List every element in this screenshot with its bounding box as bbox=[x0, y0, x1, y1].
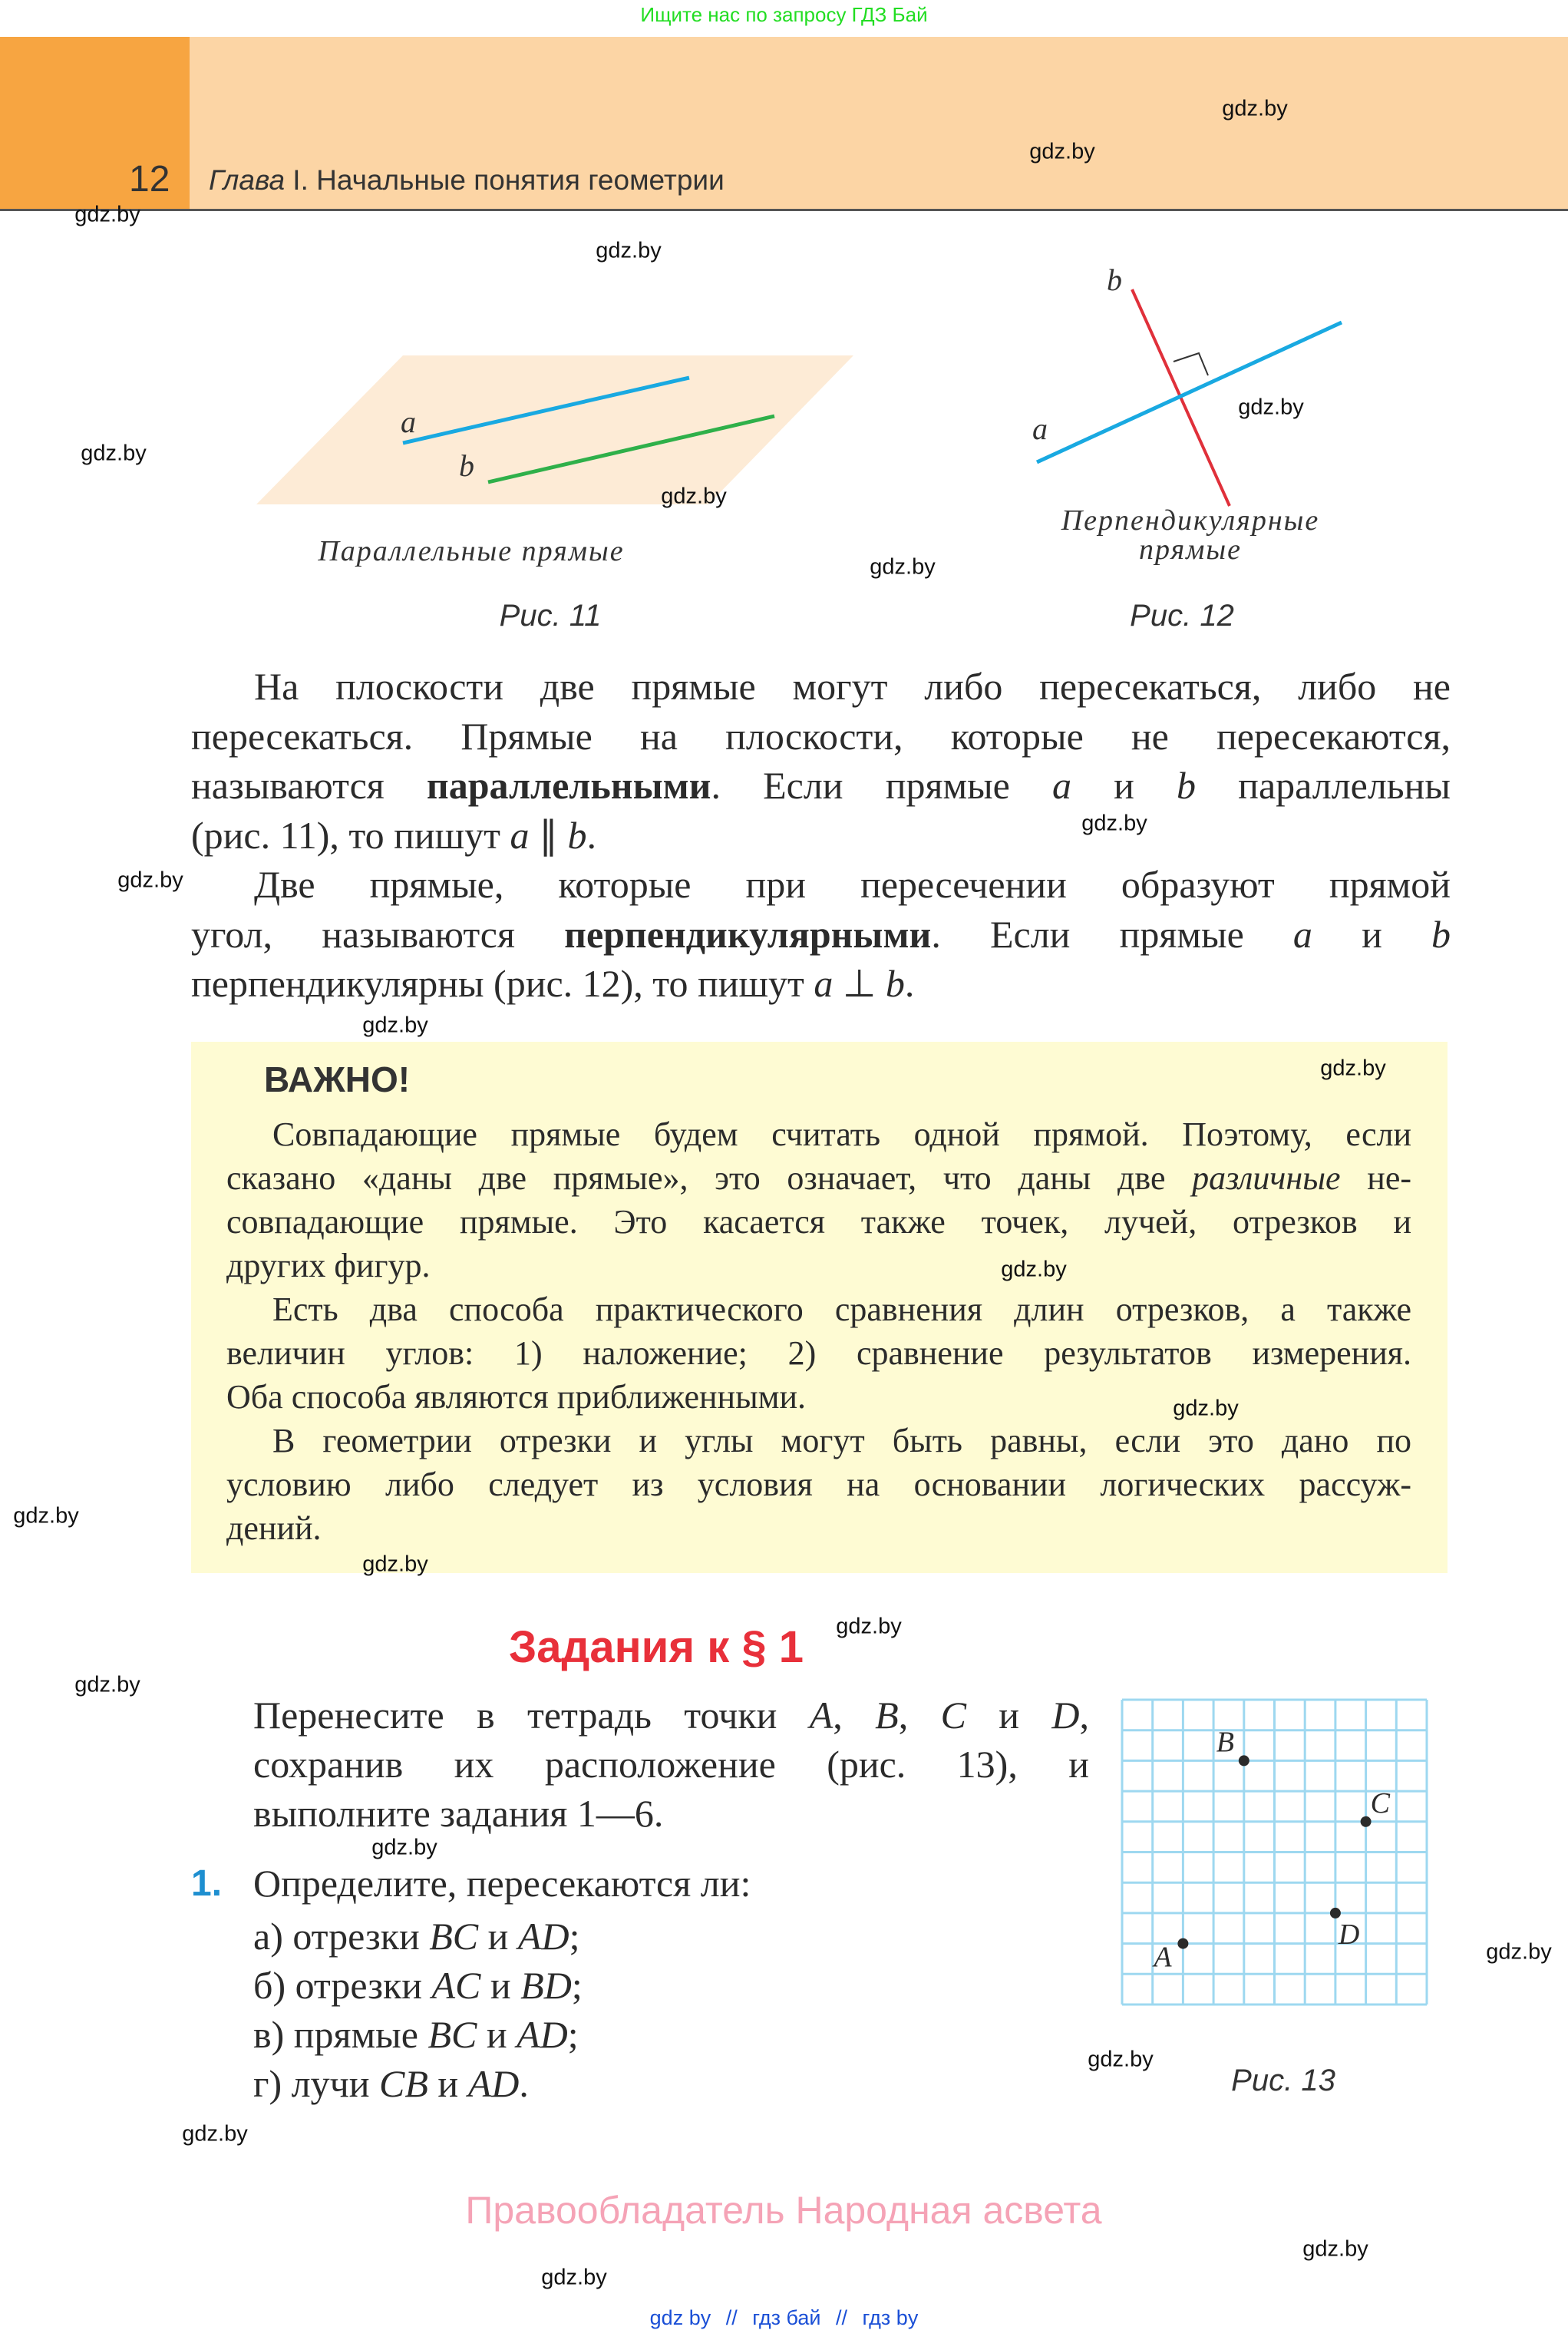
text-segment: . bbox=[904, 962, 915, 1005]
label-b: b bbox=[459, 448, 474, 483]
watermark: gdz.by bbox=[182, 2121, 248, 2147]
separator: // bbox=[725, 2306, 738, 2329]
point-a bbox=[1177, 1938, 1188, 1949]
text-line bbox=[191, 959, 914, 1009]
right-angle-mark bbox=[1174, 353, 1208, 375]
text-segment: и bbox=[1071, 764, 1177, 807]
text-line bbox=[226, 1462, 1411, 1506]
watermark: gdz.by bbox=[1173, 1396, 1239, 1421]
figure-12-number: Рис. 12 bbox=[1130, 599, 1234, 633]
watermark: gdz.by bbox=[1320, 1056, 1386, 1081]
text-segment: пересекаться. Прямые на плоскости, которые не пересекаются, bbox=[191, 714, 1451, 758]
text-segment: в) прямые bbox=[253, 2013, 428, 2056]
text-segment: (рис. 11), то пишут bbox=[191, 813, 510, 857]
page-number: 12 bbox=[129, 159, 170, 200]
math-variable: b bbox=[567, 813, 587, 857]
text-segment: дений. bbox=[226, 1509, 322, 1547]
figure-11-parallel-lines bbox=[256, 355, 853, 504]
figure-11-number: Рис. 11 bbox=[499, 599, 602, 633]
text-segment: ; bbox=[569, 1915, 580, 1958]
math-variable: AD bbox=[517, 2013, 568, 2056]
text-segment: г) лучи bbox=[253, 2062, 380, 2105]
text-segment: сохранив их расположение (рис. 13), и bbox=[253, 1743, 1089, 1786]
watermark: gdz.by bbox=[836, 1614, 902, 1639]
watermark: gdz.by bbox=[117, 868, 183, 893]
important-text bbox=[226, 1112, 1411, 1550]
math-variable: a bbox=[1052, 764, 1072, 807]
text-segment: Есть два способа практического сравнения длин отрезков, а также bbox=[272, 1291, 1411, 1328]
math-variable: D bbox=[1051, 1694, 1080, 1737]
text-segment: На плоскости две прямые могут либо пересекаться, либо не bbox=[254, 665, 1451, 708]
rights-holder: Правообладатель Народная асвета bbox=[465, 2189, 1102, 2232]
text-segment: совпадающие прямые. Это касается также точек, лучей, отрезков и bbox=[226, 1203, 1411, 1241]
text-segment: Перенесите в тетрадь точки bbox=[253, 1694, 810, 1737]
link-gdz-by[interactable]: gdz by bbox=[649, 2306, 711, 2329]
math-variable: AD bbox=[517, 1915, 569, 1958]
text-segment: угол, называются bbox=[191, 912, 565, 956]
watermark: gdz.by bbox=[74, 1672, 140, 1697]
watermark: gdz.by bbox=[1302, 2236, 1368, 2262]
text-line bbox=[253, 1740, 1089, 1789]
text-segment: Совпадающие прямые будем считать одной прямой. Поэтому, если bbox=[272, 1115, 1411, 1153]
text-segment: , bbox=[1079, 1694, 1089, 1737]
watermark: gdz.by bbox=[74, 202, 140, 227]
tasks-heading: Задания к § 1 bbox=[508, 1622, 804, 1672]
point-label: D bbox=[1338, 1918, 1360, 1951]
text-line bbox=[226, 1331, 1411, 1375]
text-segment: ; bbox=[567, 2013, 579, 2056]
math-variable: AC bbox=[431, 1964, 481, 2007]
watermark: gdz.by bbox=[1001, 1257, 1067, 1282]
text-line bbox=[191, 712, 1451, 762]
point-b bbox=[1239, 1755, 1249, 1766]
math-variable: различные bbox=[1192, 1159, 1341, 1197]
text-line bbox=[253, 1789, 663, 1838]
text-line bbox=[253, 2010, 579, 2059]
text-segment: других фигур. bbox=[226, 1247, 431, 1284]
math-variable: a bbox=[510, 813, 530, 857]
text-segment: ∥ bbox=[529, 813, 568, 857]
text-line bbox=[253, 1691, 1089, 1740]
text-segment: условию либо следует из условия на основании логических рассуж- bbox=[226, 1466, 1411, 1503]
text-line bbox=[191, 662, 1451, 712]
text-segment: ⊥ bbox=[833, 962, 886, 1005]
label-b: b bbox=[1107, 263, 1122, 297]
text-segment: , bbox=[898, 1694, 941, 1737]
text-segment: и bbox=[480, 1964, 521, 2007]
math-variable: A bbox=[809, 1694, 834, 1737]
caption-line: Перпендикулярные bbox=[1061, 504, 1320, 537]
point-c bbox=[1361, 1816, 1372, 1827]
text-segment: и bbox=[477, 2013, 517, 2056]
watermark: gdz.by bbox=[362, 1013, 428, 1038]
important-box bbox=[191, 1042, 1448, 1573]
text-line bbox=[226, 1112, 1411, 1156]
watermark: gdz.by bbox=[1088, 2047, 1154, 2072]
math-variable: b bbox=[885, 962, 905, 1005]
text-segment: Две прямые, которые при пересечении образуют прямой bbox=[254, 863, 1451, 906]
text-segment: . bbox=[586, 813, 596, 857]
point-label: C bbox=[1370, 1786, 1390, 1819]
figure-12-caption bbox=[999, 506, 1382, 564]
watermark: gdz.by bbox=[541, 2265, 607, 2290]
text-line bbox=[253, 1912, 579, 1961]
text-line bbox=[226, 1244, 431, 1287]
text-line bbox=[253, 2059, 529, 2108]
chapter-word: Глава bbox=[209, 164, 286, 196]
math-variable: BC bbox=[427, 2013, 477, 2056]
watermark: gdz.by bbox=[362, 1552, 428, 1577]
text-line bbox=[226, 1200, 1411, 1244]
text-segment: выполните задания 1—6. bbox=[253, 1792, 664, 1835]
text-segment: перпендикулярны (рис. 12), то пишут bbox=[191, 962, 814, 1005]
text-line bbox=[253, 1961, 583, 2010]
figures-svg bbox=[0, 0, 1568, 691]
watermark: gdz.by bbox=[661, 484, 727, 509]
watermark: gdz.by bbox=[1222, 96, 1288, 121]
tasks-intro bbox=[253, 1691, 1089, 1838]
bottom-links bbox=[0, 2306, 1568, 2330]
watermark: gdz.by bbox=[1486, 1939, 1552, 1965]
text-segment: сказано «даны две прямые», это означает, что даны две bbox=[226, 1159, 1193, 1197]
math-variable: B bbox=[875, 1694, 899, 1737]
bold-term: параллельными bbox=[426, 764, 711, 807]
text-segment: и bbox=[478, 1915, 518, 1958]
chapter-name: I. Начальные понятия геометрии bbox=[285, 164, 725, 196]
text-line bbox=[191, 860, 1451, 910]
text-segment: , bbox=[833, 1694, 876, 1737]
math-variable: a bbox=[814, 962, 834, 1005]
figure-12-perpendicular-lines bbox=[1032, 263, 1342, 506]
watermark: gdz.by bbox=[1029, 139, 1095, 164]
watermark: gdz.by bbox=[596, 238, 662, 263]
task-1-items bbox=[253, 1912, 583, 2108]
text-segment: . Если прямые bbox=[931, 912, 1293, 956]
text-line bbox=[226, 1419, 1411, 1462]
watermark: gdz.by bbox=[1081, 811, 1147, 836]
important-title: ВАЖНО! bbox=[264, 1059, 411, 1099]
text-segment: ; bbox=[571, 1964, 583, 2007]
math-variable: BD bbox=[520, 1964, 572, 2007]
line-a bbox=[1037, 322, 1342, 462]
math-variable: BC bbox=[429, 1915, 479, 1958]
text-line bbox=[226, 1156, 1411, 1200]
text-line bbox=[191, 761, 1451, 811]
math-variable: b bbox=[1431, 912, 1451, 956]
link-gdz-bai[interactable]: гдз бай bbox=[752, 2306, 821, 2329]
watermark: gdz.by bbox=[13, 1503, 79, 1529]
watermark: gdz.by bbox=[870, 554, 936, 580]
text-segment: . bbox=[519, 2062, 529, 2105]
text-segment: величин углов: 1) наложение; 2) сравнение результатов измерения. bbox=[226, 1334, 1411, 1372]
text-line bbox=[226, 1506, 322, 1550]
search-banner[interactable]: Ищите нас по запросу ГДЗ Бай bbox=[640, 3, 928, 26]
text-line bbox=[191, 811, 596, 861]
text-segment: называются bbox=[191, 764, 427, 807]
text-segment: и bbox=[1312, 912, 1431, 956]
text-segment: б) отрезки bbox=[253, 1964, 432, 2007]
figure-11-caption: Параллельные прямые bbox=[318, 535, 625, 567]
text-segment: . Если прямые bbox=[711, 764, 1053, 807]
math-variable: AD bbox=[467, 2062, 520, 2105]
text-line bbox=[226, 1375, 806, 1419]
text-line bbox=[226, 1287, 1411, 1331]
math-variable: b bbox=[1177, 764, 1197, 807]
watermark: gdz.by bbox=[371, 1835, 437, 1860]
watermark: gdz.by bbox=[81, 441, 147, 466]
watermark: gdz.by bbox=[1238, 395, 1304, 420]
text-segment: а) отрезки bbox=[253, 1915, 430, 1958]
text-line bbox=[191, 910, 1451, 960]
text-segment: Оба способа являются приближенными. bbox=[226, 1378, 807, 1416]
bold-term: перпендикулярными bbox=[564, 912, 932, 956]
plane-parallelogram bbox=[256, 355, 853, 504]
point-d bbox=[1330, 1908, 1341, 1919]
main-paragraph bbox=[191, 662, 1451, 1009]
label-a: a bbox=[401, 405, 416, 439]
point-label: A bbox=[1154, 1941, 1172, 1974]
link-gdz-by-ru[interactable]: гдз by bbox=[862, 2306, 919, 2329]
caption-line: прямые bbox=[1138, 534, 1242, 566]
point-label: B bbox=[1216, 1726, 1235, 1759]
text-segment: В геометрии отрезки и углы могут быть равны, если это дано по bbox=[272, 1422, 1411, 1459]
text-segment: и bbox=[966, 1694, 1052, 1737]
separator: // bbox=[836, 2306, 848, 2329]
label-a: a bbox=[1032, 411, 1048, 446]
task-1-number: 1. bbox=[191, 1863, 223, 1904]
text-segment: не- bbox=[1340, 1159, 1411, 1197]
math-variable: a bbox=[1292, 912, 1312, 956]
math-variable: CB bbox=[379, 2062, 428, 2105]
text-segment: параллельны bbox=[1196, 764, 1451, 807]
figure-13-number: Рис. 13 bbox=[1231, 2064, 1335, 2097]
figure-13-grid bbox=[1105, 1681, 1451, 2027]
math-variable: C bbox=[940, 1694, 966, 1737]
task-1-question: Определите, пересекаются ли: bbox=[253, 1862, 751, 1905]
text-segment: и bbox=[427, 2062, 468, 2105]
